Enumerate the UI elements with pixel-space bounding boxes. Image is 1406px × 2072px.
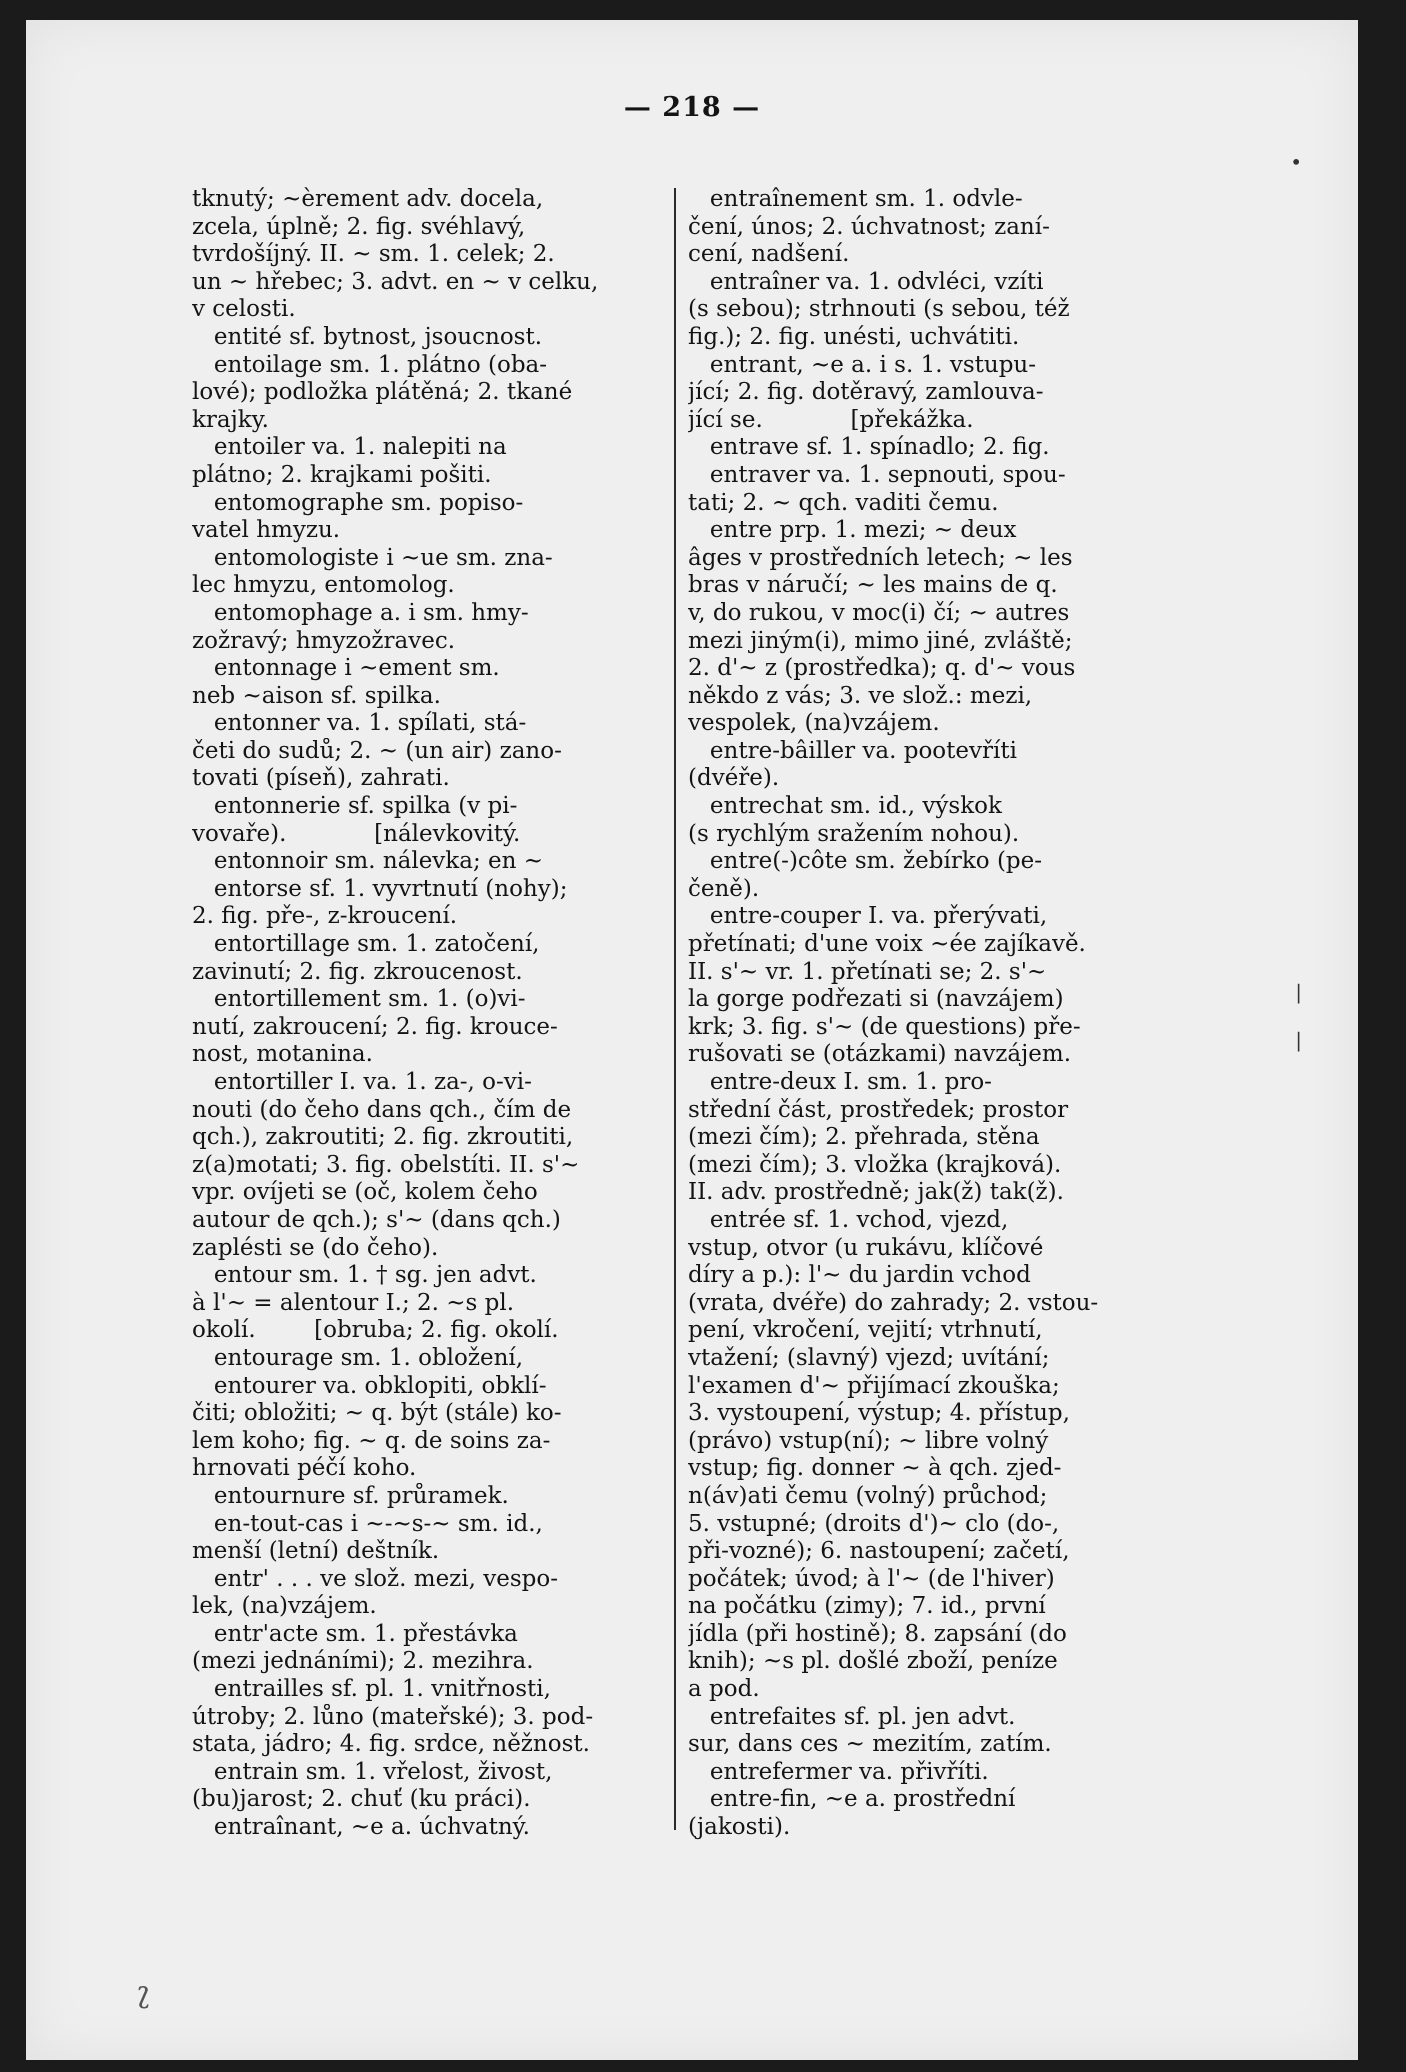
right-column-line: entre-deux I. sm. 1. pro- bbox=[688, 1069, 992, 1095]
right-column bbox=[688, 186, 1196, 1842]
left-column-line: entortiller I. va. 1. za-, o-vi- bbox=[192, 1069, 532, 1095]
left-column-line: v celosti. bbox=[192, 296, 296, 323]
right-column-line: entrée sf. 1. vchod, vjezd, bbox=[688, 1206, 1009, 1233]
right-column-line: tati; 2. ~ qch. vaditi čemu. bbox=[688, 489, 999, 516]
left-column-line: qch.), zakroutiti; 2. fig. zkroutiti, bbox=[192, 1124, 574, 1151]
left-column-line: tknutý; ~èrement adv. docela, bbox=[192, 186, 544, 212]
right-column-line: bras v náručí; ~ les mains de q. bbox=[688, 572, 1058, 599]
left-column-line: útroby; 2. lůno (mateřské); 3. pod- bbox=[192, 1703, 594, 1730]
left-column-line: 2. fig. pře-, z-kroucení. bbox=[192, 903, 458, 930]
left-column-line: menší (letní) deštník. bbox=[192, 1538, 440, 1565]
right-column-line: âges v prostředních letech; ~ les bbox=[688, 544, 1073, 571]
right-column-line: přetínati; d'une voix ~ée zajíkavě. bbox=[688, 931, 1086, 958]
right-column-line: (mezi čím); 2. přehrada, stěna bbox=[688, 1124, 1040, 1151]
left-column-line: lec hmyzu, entomolog. bbox=[192, 572, 455, 599]
right-column-line: entrefermer va. přivříti. bbox=[688, 1758, 989, 1785]
right-column-line: (dvéře). bbox=[688, 765, 780, 792]
right-column-line: entre-bâiller va. pootevříti bbox=[688, 737, 1017, 764]
right-column-line: (s rychlým sražením nohou). bbox=[688, 820, 1020, 847]
left-column-line: entortillage sm. 1. zatočení, bbox=[192, 931, 540, 958]
right-column-line: fig.); 2. fig. unésti, uchvátiti. bbox=[688, 323, 1020, 350]
right-column-line: mezi jiným(i), mimo jiné, zvláště; bbox=[688, 627, 1073, 654]
left-column-line: čiti; obložiti; ~ q. být (stále) ko- bbox=[192, 1400, 562, 1427]
left-column-line: entomographe sm. popiso- bbox=[192, 489, 524, 516]
corner-mark: ʅ bbox=[136, 1975, 151, 2010]
right-column-line: 3. vystoupení, výstup; 4. přístup, bbox=[688, 1400, 1070, 1427]
left-column-line: entortillement sm. 1. (o)vi- bbox=[192, 986, 526, 1013]
left-column-line: entoilage sm. 1. plátno (oba- bbox=[192, 351, 548, 378]
right-column-line: entraîner va. 1. odvléci, vzíti bbox=[688, 268, 1044, 295]
right-column-line: 2. d'~ z (prostředka); q. d'~ vous bbox=[688, 655, 1076, 682]
right-column-line: entraînement sm. 1. odvle- bbox=[688, 186, 1023, 212]
left-column-line: à l'~ = alentour I.; 2. ~s pl. bbox=[192, 1289, 515, 1316]
right-column-line: vtažení; (slavný) vjezd; uvítání; bbox=[688, 1344, 1050, 1371]
right-column-line: jící; 2. fig. dotěravý, zamlouva- bbox=[688, 379, 1044, 406]
right-column-line: entre prp. 1. mezi; ~ deux bbox=[688, 517, 1017, 544]
left-column-line: entonnage i ~ement sm. bbox=[192, 655, 500, 682]
right-column-line: entrave sf. 1. spínadlo; 2. fig. bbox=[688, 434, 1050, 461]
right-column-line: sur, dans ces ~ mezitím, zatím. bbox=[688, 1731, 1052, 1758]
left-column-line: nouti (do čeho dans qch., čím de bbox=[192, 1096, 572, 1123]
margin-mark: | bbox=[1295, 1028, 1302, 1052]
left-column-line: entr' . . . ve slož. mezi, vespo- bbox=[192, 1565, 559, 1592]
left-column-line: entourer va. obklopiti, obklí- bbox=[192, 1372, 547, 1399]
left-column-line: entour sm. 1. † sg. jen advt. bbox=[192, 1262, 537, 1289]
right-column-line: cení, nadšení. bbox=[688, 241, 850, 268]
left-column-line: entrain sm. 1. vřelost, živost, bbox=[192, 1758, 553, 1785]
column-divider bbox=[674, 188, 676, 1830]
right-column-line: vstup, otvor (u rukávu, klíčové bbox=[688, 1234, 1044, 1261]
left-column-line: zaplésti se (do čeho). bbox=[192, 1234, 439, 1261]
left-column-line: (bu)jarost; 2. chuť (ku práci). bbox=[192, 1786, 531, 1813]
right-column-line: počátek; úvod; à l'~ (de l'hiver) bbox=[688, 1565, 1055, 1592]
left-column bbox=[192, 186, 662, 1842]
left-column-line: vpr. ovíjeti se (oč, kolem čeho bbox=[192, 1179, 538, 1206]
right-column-line: n(áv)ati čemu (volný) průchod; bbox=[688, 1482, 1048, 1509]
right-column-line: (vrata, dvéře) do zahrady; 2. vstou- bbox=[688, 1289, 1099, 1316]
left-column-line: zožravý; hmyzožravec. bbox=[192, 627, 456, 654]
right-column-line: (jakosti). bbox=[688, 1814, 791, 1841]
right-column-line: (právo) vstup(ní); ~ libre volný bbox=[688, 1427, 1049, 1454]
margin-mark: • bbox=[1290, 150, 1302, 174]
right-column-line: entraver va. 1. sepnouti, spou- bbox=[688, 461, 1066, 488]
right-column-line: entre-couper I. va. přerývati, bbox=[688, 903, 1048, 930]
left-column-line: tovati (píseň), zahrati. bbox=[192, 765, 450, 792]
left-column-line: zavinutí; 2. fig. zkroucenost. bbox=[192, 958, 523, 985]
left-column-line: entoiler va. 1. nalepiti na bbox=[192, 434, 507, 461]
right-column-line: čeně). bbox=[688, 875, 760, 902]
right-column-line: knih); ~s pl. došlé zboží, peníze bbox=[688, 1648, 1058, 1675]
right-column-line: čení, únos; 2. úchvatnost; zaní- bbox=[688, 213, 1050, 240]
right-column-line: díry a p.): l'~ du jardin vchod bbox=[688, 1262, 1031, 1289]
left-column-line: entraînant, ~e a. úchvatný. bbox=[192, 1814, 530, 1841]
right-column-line: entre-fin, ~e a. prostřední bbox=[688, 1786, 1016, 1813]
left-column-line: entournure sf. průramek. bbox=[192, 1482, 509, 1509]
left-column-line: entourage sm. 1. obložení, bbox=[192, 1344, 524, 1371]
left-column-line: entonnoir sm. nálevka; en ~ bbox=[192, 848, 544, 875]
right-column-line: někdo z vás; 3. ve slož.: mezi, bbox=[688, 682, 1033, 709]
left-column-line: z(a)motati; 3. fig. obelstíti. II. s'~ bbox=[192, 1151, 580, 1178]
left-column-line: četi do sudů; 2. ~ (un air) zano- bbox=[192, 737, 562, 764]
right-column-line: při-vozné); 6. nastoupení; začetí, bbox=[688, 1538, 1070, 1565]
right-column-line: l'examen d'~ přijímací zkouška; bbox=[688, 1372, 1060, 1399]
left-column-line: nutí, zakroucení; 2. fig. krouce- bbox=[192, 1013, 558, 1040]
right-column-line: la gorge podřezati si (navzájem) bbox=[688, 986, 1064, 1013]
left-column-line: zcela, úplně; 2. fig. svéhlavý, bbox=[192, 213, 526, 240]
left-column-line: un ~ hřebec; 3. advt. en ~ v celku, bbox=[192, 268, 599, 295]
right-column-line: rušovati se (otázkami) navzájem. bbox=[688, 1041, 1072, 1068]
right-column-line: krk; 3. fig. s'~ (de questions) pře- bbox=[688, 1013, 1081, 1040]
left-column-line: entrailles sf. pl. 1. vnitřnosti, bbox=[192, 1676, 551, 1703]
left-column-line: krajky. bbox=[192, 406, 269, 433]
dictionary-page bbox=[26, 20, 1358, 2060]
left-column-line: tvrdošíjný. II. ~ sm. 1. celek; 2. bbox=[192, 241, 555, 268]
right-column-line: vstup; fig. donner ~ à qch. zjed- bbox=[688, 1455, 1062, 1482]
margin-mark: | bbox=[1295, 980, 1302, 1004]
right-column-line: entrefaites sf. pl. jen advt. bbox=[688, 1703, 1016, 1730]
left-column-line: entr'acte sm. 1. přestávka bbox=[192, 1620, 518, 1647]
right-column-line: na počátku (zimy); 7. id., první bbox=[688, 1593, 1046, 1620]
left-column-line: entomologiste i ~ue sm. zna- bbox=[192, 544, 553, 571]
right-column-line: v, do rukou, v moc(i) čí; ~ autres bbox=[688, 599, 1070, 626]
right-column-line: jící se. [překážka. bbox=[688, 406, 974, 433]
left-column-line: entonner va. 1. spílati, stá- bbox=[192, 710, 527, 737]
left-column-line: neb ~aison sf. spilka. bbox=[192, 682, 441, 709]
left-column-line: okolí. [obruba; 2. fig. okolí. bbox=[192, 1317, 559, 1344]
right-column-line: jídla (při hostině); 8. zapsání (do bbox=[688, 1620, 1067, 1647]
right-column-line: entrant, ~e a. i s. 1. vstupu- bbox=[688, 351, 1037, 378]
right-column-line: entrechat sm. id., výskok bbox=[688, 793, 1002, 820]
right-column-line: (mezi čím); 3. vložka (krajková). bbox=[688, 1151, 1062, 1178]
left-column-line: lem koho; fig. ~ q. de soins za- bbox=[192, 1427, 551, 1454]
left-column-line: nost, motanina. bbox=[192, 1041, 373, 1068]
right-column-line: vespolek, (na)vzájem. bbox=[688, 710, 940, 737]
left-column-line: vovaře). [nálevkovitý. bbox=[192, 820, 521, 847]
page-number: — 218 — bbox=[623, 92, 761, 123]
left-column-line: hrnovati péčí koho. bbox=[192, 1455, 417, 1482]
right-column-line: II. adv. prostředně; jak(ž) tak(ž). bbox=[688, 1179, 1064, 1206]
left-column-line: vatel hmyzu. bbox=[192, 517, 341, 544]
left-column-line: en-tout-cas i ~-~s-~ sm. id., bbox=[192, 1510, 543, 1537]
right-column-line: pení, vkročení, vejití; vtrhnutí, bbox=[688, 1317, 1043, 1344]
right-column-line: střední část, prostředek; prostor bbox=[688, 1096, 1069, 1123]
right-column-line: II. s'~ vr. 1. přetínati se; 2. s'~ bbox=[688, 958, 1047, 985]
right-column-line: (s sebou); strhnouti (s sebou, též bbox=[688, 296, 1070, 323]
left-column-line: (mezi jednáními); 2. mezihra. bbox=[192, 1648, 534, 1675]
left-column-line: autour de qch.); s'~ (dans qch.) bbox=[192, 1206, 561, 1233]
right-column-line: 5. vstupné; (droits d')~ clo (do-, bbox=[688, 1510, 1060, 1537]
left-column-line: entorse sf. 1. vyvrtnutí (nohy); bbox=[192, 875, 568, 902]
right-column-line: entre(-)côte sm. žebírko (pe- bbox=[688, 848, 1043, 875]
left-column-line: entomophage a. i sm. hmy- bbox=[192, 599, 529, 626]
left-column-line: stata, jádro; 4. fig. srdce, něžnost. bbox=[192, 1731, 590, 1758]
left-column-line: lové); podložka plátěná; 2. tkané bbox=[192, 379, 573, 406]
right-column-line: a pod. bbox=[688, 1676, 760, 1703]
left-column-line: entité sf. bytnost, jsoucnost. bbox=[192, 323, 543, 350]
left-column-line: lek, (na)vzájem. bbox=[192, 1593, 377, 1620]
left-column-line: plátno; 2. krajkami pošiti. bbox=[192, 461, 492, 488]
left-column-line: entonnerie sf. spilka (v pi- bbox=[192, 793, 518, 820]
